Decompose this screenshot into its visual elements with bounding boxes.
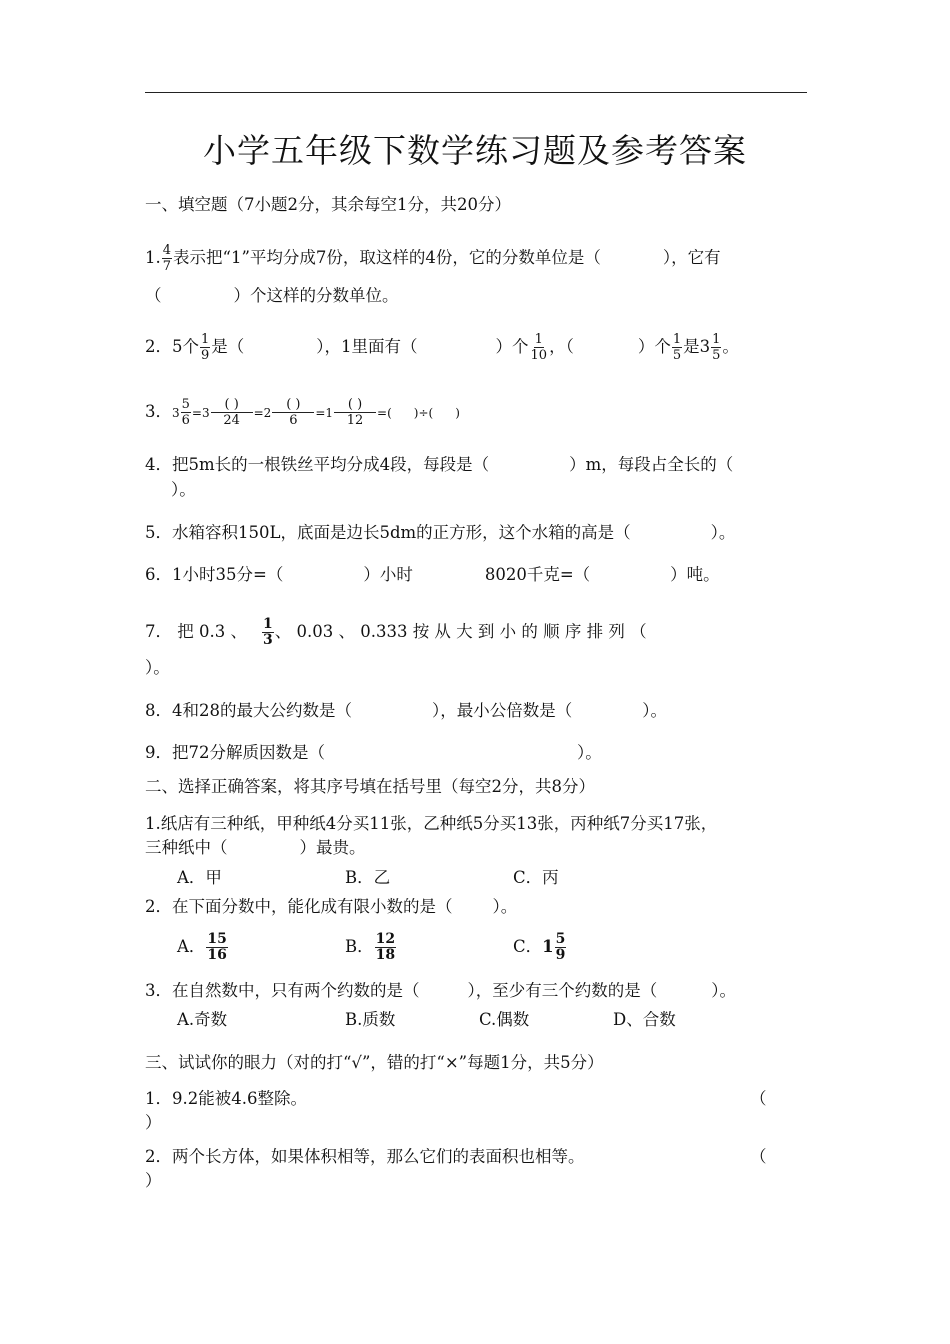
answer-paren-open: （ [750, 1147, 767, 1166]
option-a: A． $\frac{15}{16}$ [177, 931, 227, 963]
question-1-1: 1. $\frac{4}{7}$ 表示把“1”平均分成7份，取这样的4份，它的分数单位是（ ），它有 [145, 243, 721, 274]
question-3-1: 1．9.2能被4.6整除。 [145, 1089, 307, 1108]
option-a: A．甲 [177, 868, 222, 887]
answer-paren-close: ） [145, 1171, 162, 1190]
option-c: C．1 $\frac{5}{9}$ [513, 931, 566, 963]
option-c: C．丙 [513, 868, 559, 887]
question-2-2-options [177, 932, 567, 963]
section-1-heading: 一、填空题（7小题2分，其余每空1分，共20分） [145, 195, 511, 214]
question-2-3-options: A.奇数 B.质数 C.偶数 D、合数 [177, 1010, 676, 1029]
question-1-6: 6．1小时35分=（ ）小时 8020千克=（ ）吨。 [145, 565, 720, 584]
question-1-7-cont: ）。 [145, 658, 170, 677]
question-1-8: 8．4和28的最大公约数是（ ），最小公倍数是（ ）。 [145, 701, 667, 720]
question-2-2: 2．在下面分数中，能化成有限小数的是（ ）。 [145, 897, 518, 916]
section-2-heading: 二、选择正确答案，将其序号填在括号里（每空2分，共8分） [145, 777, 595, 796]
page-title: 小学五年级下数学练习题及参考答案 [203, 131, 747, 170]
question-1-4: 4．把5m长的一根铁丝平均分成4段，每段是（ ）m，每段占全长的（ [145, 455, 734, 474]
question-1-9: 9．把72分解质因数是（ ）。 [145, 743, 602, 762]
question-1-4-cont: ）。 [171, 480, 196, 499]
section-3-heading: 三、试试你的眼力（对的打“√”，错的打“×”每题1分，共5分） [145, 1053, 604, 1072]
option-b: B．乙 [345, 868, 391, 887]
question-1-3: 3．3 $\frac{5}{6}$ =3 $\frac{( )}{24}$ =2 $\frac{( )}{6}$ =1 $\frac{( )}{12}$ =( )÷( ) [145, 397, 460, 428]
option-b: B． $\frac{12}{18}$ [345, 931, 396, 963]
question-2-1: 1.纸店有三种纸，甲种纸4分买11张，乙种纸5分买13张，丙种纸7分买17张， [145, 814, 718, 833]
answer-paren-open: （ [750, 1089, 767, 1108]
question-3-2: 2．两个长方体，如果体积相等，那么它们的表面积也相等。 [145, 1147, 585, 1166]
question-2-1-options [177, 866, 559, 890]
question-1-7: 7． 把 0.3 、 $\frac{1}{3}$ 、 0.03 、 0.333 按 从 大 到 小 的 顺 序 排 列 （ [145, 616, 647, 648]
question-2-3: 3．在自然数中，只有两个约数的是（ ），至少有三个约数的是（ ）。 [145, 981, 736, 1000]
question-2-1-cont: 三种纸中（ ）最贵。 [145, 838, 366, 857]
question-1-5: 5．水箱容积150L，底面是边长5dm的正方形，这个水箱的高是（ ）。 [145, 523, 736, 542]
answer-paren-close: ） [145, 1113, 162, 1132]
fraction-4-7: $\frac{4}{7}$ [162, 243, 172, 274]
question-1-1-cont: （ ）个这样的分数单位。 [145, 286, 399, 305]
header-rule [145, 92, 807, 93]
question-1-2: 2．5个 $\frac{1}{9}$ 是（ ），1里面有（ ）个 $\frac{1}{10}$ ，（ ）个 $\frac{1}{5}$ 是3 $\frac{1}{5}$ 。 [145, 332, 739, 363]
